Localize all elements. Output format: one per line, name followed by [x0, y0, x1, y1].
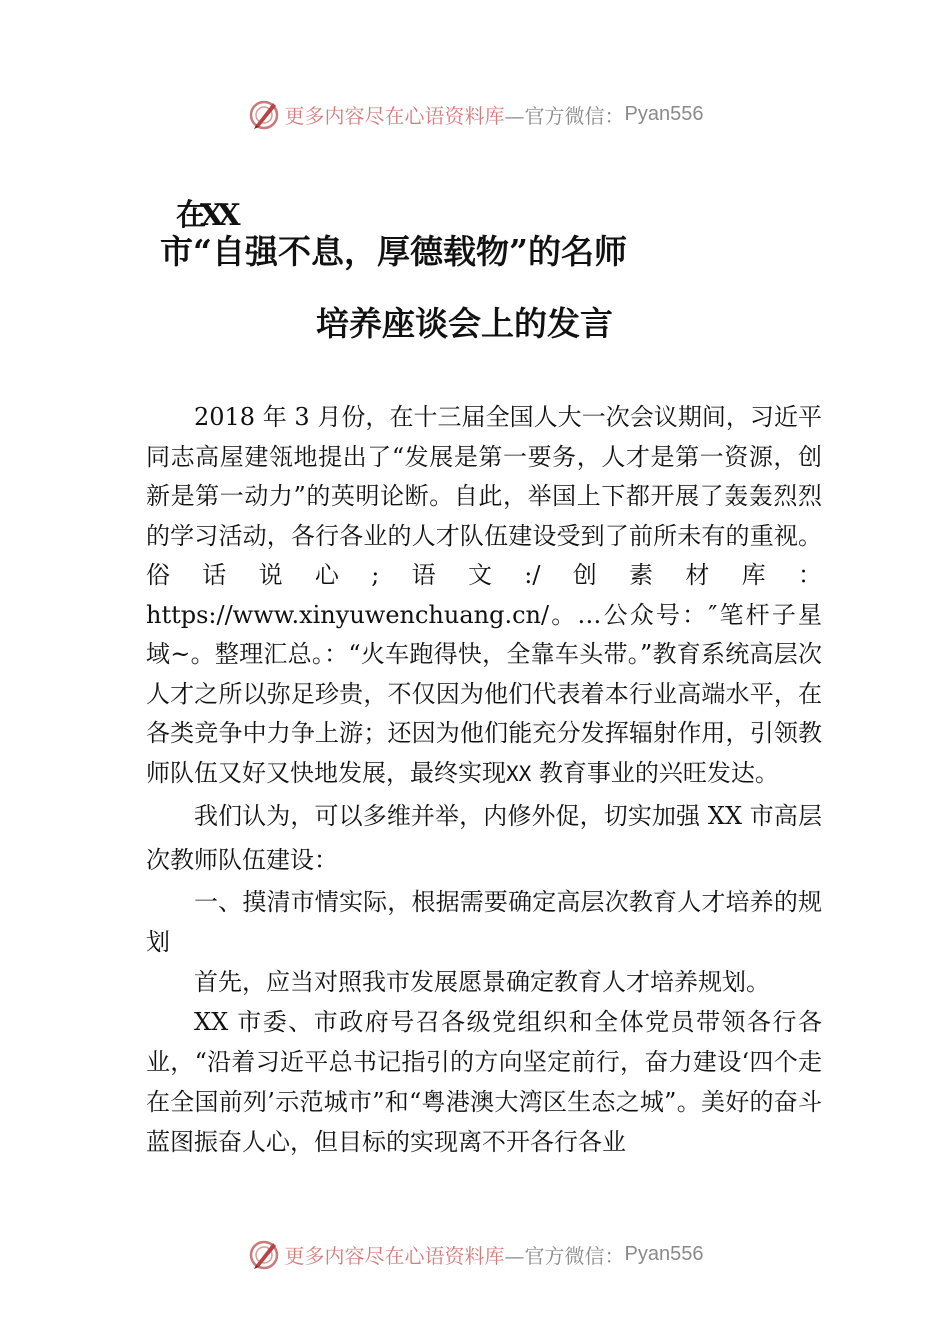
section-heading-1: 一、摸清市情实际，根据需要确定高层次教育人才培养的规划 — [146, 888, 822, 956]
watermark-header — [0, 94, 950, 134]
watermark-dash-text: —官方微信： — [504, 1243, 625, 1268]
paragraph-2: 我们认为，可以多维并举，内修外促，切实加强 XX 市高层次教师队伍建设： — [146, 802, 822, 874]
watermark-red-text: 更多内容尽在心语资料库 — [284, 103, 505, 128]
watermark-handle: Pyan556 — [624, 1242, 704, 1265]
watermark-dash-text: —官方微信： — [504, 103, 625, 128]
title-line-2: 培养座谈会上的发言 — [316, 304, 613, 343]
paragraph-1-xx: XX — [506, 761, 532, 786]
title-prefix: 在XX — [176, 198, 235, 233]
watermark-handle: Pyan556 — [624, 102, 704, 125]
watermark-red-text: 更多内容尽在心语资料库 — [284, 1243, 505, 1268]
document-body — [146, 398, 822, 1162]
pen-logo-icon — [247, 97, 281, 131]
title-line-1: 市“自强不息，厚德载物”的名师 — [160, 232, 627, 271]
watermark-footer — [0, 1234, 950, 1274]
pen-logo-icon — [247, 1237, 281, 1271]
paragraph-1-main: 2018 年 3 月份，在十三届全国人大一次会议期间，习近平同志高屋建瓴地提出了“发展是第一要务，人才是第一资源，创新是第一动力”的英明论断。自此，举国上下都开展了轰轰烈烈的学习活动，各行各业的人才队伍建设受到了前所未有的重视。俗话说心;语文:/创素材库：https://www.xinyuwenchuang.cn/。…公众号：″笔杆子星域~。整理汇总。：“火车跑得快，全靠车头带。”教育系统高层次人才之所以弥足珍贵，不仅因为他们代表着本行业高端水平，在各类竞争中力争上游；还因为他们能充分发挥辐射作用，引领教师队伍又好又快地发展，最终实现 — [146, 403, 822, 787]
paragraph-1-end: 教育事业的兴旺发达。 — [531, 758, 779, 787]
paragraph-3: 首先，应当对照我市发展愿景确定教育人才培养规划。 — [194, 968, 770, 996]
paragraph-1 — [146, 398, 822, 794]
paragraph-4: XX 市委、市政府号召各级党组织和全体党员带领各行各业，“沿着习近平总书记指引的方向坚定前行，奋力建设‘四个走在全国前列’示范城市”和“粤港澳大湾区生态之城”。美好的奋斗蓝图振奋人心，但目标的实现离不开各行各业 — [146, 1008, 822, 1156]
